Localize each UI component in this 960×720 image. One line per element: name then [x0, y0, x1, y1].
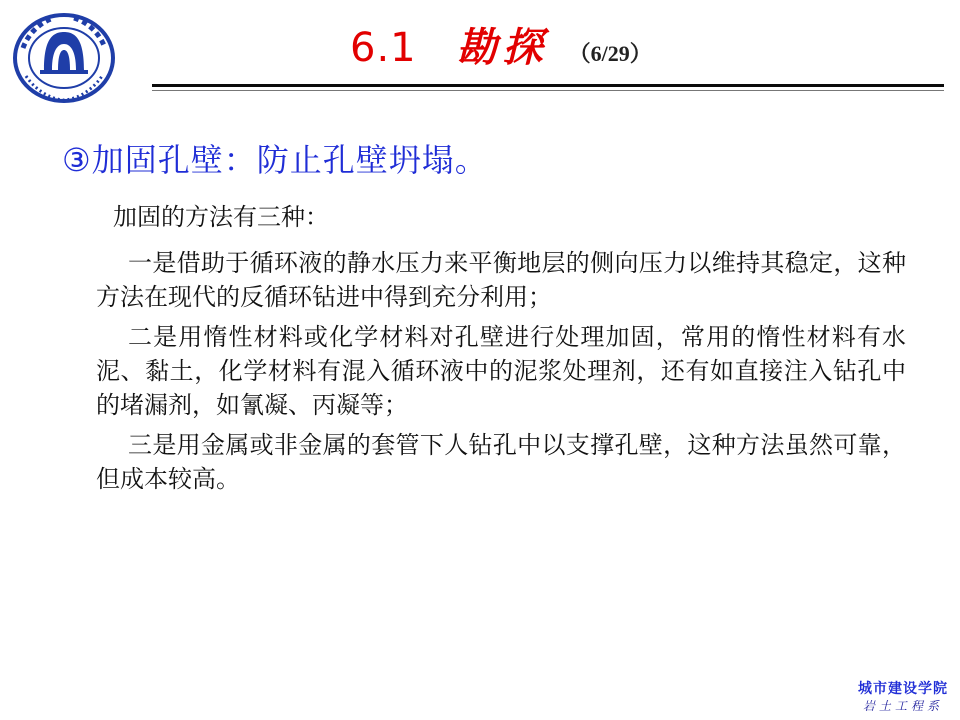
body-intro: 加固的方法有三种： — [113, 203, 329, 231]
footer-department: 岩土工程系 — [862, 699, 943, 713]
university-seal-icon — [10, 10, 118, 106]
slide-title — [350, 16, 652, 76]
body-paragraph-3: 三是用金属或非金属的套管下人钻孔中以支撑孔壁，这种方法虽然可靠，但成本较高。 — [96, 431, 906, 493]
page-counter: （6/29） — [568, 41, 652, 66]
body-paragraph-2: 二是用惰性材料或化学材料对孔壁进行处理加固，常用的惰性材料有水泥、黏土，化学材料有混入循环液中的泥浆处理剂，还有如直接注入钻孔中的堵漏剂，如氰凝、丙凝等； — [96, 323, 906, 419]
section-title: 勘探 — [456, 24, 549, 71]
section-number: 6.1 — [350, 25, 417, 71]
header-divider-thin — [152, 90, 944, 91]
footer-school: 城市建设学院 — [858, 681, 948, 697]
body-paragraph-1: 一是借助于循环液的静水压力来平衡地层的侧向压力以维持其稳定，这种方法在现代的反循环钻进中得到充分利用； — [96, 249, 906, 311]
footer — [858, 680, 948, 714]
slide-heading: ③加固孔壁：防止孔壁坍塌。 — [62, 141, 488, 179]
slide-body — [96, 200, 906, 502]
header-divider — [152, 84, 944, 87]
university-logo — [10, 10, 118, 106]
